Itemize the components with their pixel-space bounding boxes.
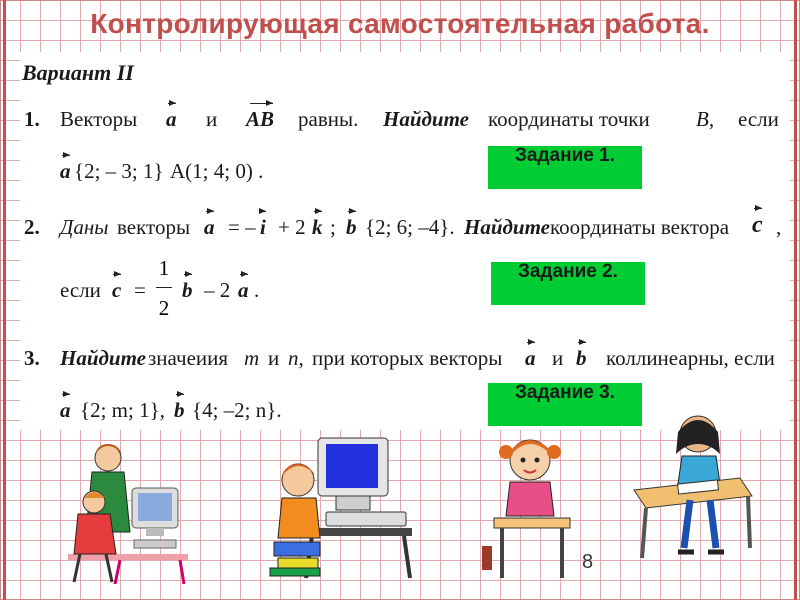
task1-and: и — [206, 107, 218, 131]
fraction-bar — [156, 287, 172, 288]
task3-button[interactable]: Задание 3. — [488, 383, 642, 426]
task1-point-a: A(1; 4; 0) . — [170, 159, 264, 183]
task2-vector-b-2: b — [182, 278, 193, 302]
task2-button[interactable]: Задание 2. — [491, 262, 645, 305]
task1-coords-of-point: координаты точки — [488, 107, 650, 131]
task2-period: . — [254, 278, 260, 302]
task1-find: Найдите — [383, 107, 469, 131]
task1-vector-a-2: a — [60, 159, 71, 183]
boy-at-computer-illustration — [268, 432, 418, 582]
task2-vector-k: k — [312, 215, 323, 239]
task2-vector-b: b — [346, 215, 357, 239]
slide-title: Контролирующая самостоятельная работа. — [90, 8, 710, 39]
task3-collinear-if: коллинеарны, если — [606, 346, 775, 370]
girl-writing-at-desk-illustration — [632, 408, 757, 578]
task2-word-vectors: векторы — [117, 215, 191, 239]
task3-vector-a: a — [525, 346, 536, 370]
task3-values: значеиия — [148, 346, 229, 370]
task3-and-2: и — [552, 346, 564, 370]
task3-find: Найдите — [60, 346, 146, 370]
task2-find: Найдите — [464, 215, 550, 239]
task3-number: 3. — [24, 346, 40, 370]
task3-a-coordinates: {2; m; 1}, — [80, 398, 165, 422]
task2-comma: , — [776, 215, 782, 239]
girl-at-desk-illustration — [482, 430, 582, 582]
task1-if: если — [738, 107, 779, 131]
task3-vector-a-2: a — [60, 398, 71, 422]
task2-if: если — [60, 278, 101, 302]
task2-semicolon: ; — [330, 215, 336, 239]
task2-vector-c-2: c — [112, 278, 122, 302]
variant-heading: Вариант II — [22, 60, 134, 85]
task3-vector-b: b — [576, 346, 587, 370]
task2-vector-a: a — [204, 215, 215, 239]
fraction-numerator: 1 — [158, 256, 170, 280]
task3-b-coordinates: {4; –2; n}. — [192, 398, 282, 422]
task2-plus-2: + 2 — [278, 215, 306, 239]
page-number: 8 — [582, 551, 594, 573]
teacher-and-student-at-computer-illustration — [60, 436, 190, 586]
task3-which-vectors: при которых векторы — [312, 346, 503, 370]
left-border-line — [3, 0, 6, 600]
task1-point-b: B, — [696, 107, 715, 131]
task2-vector-c: c — [752, 212, 763, 238]
task1-vector-a: a — [166, 107, 177, 131]
task1-button[interactable]: Задание 1. — [488, 146, 642, 189]
task1-a-coordinates: {2; – 3; 1} — [74, 159, 164, 183]
right-border-line — [794, 0, 797, 600]
task3-m: m — [244, 346, 260, 370]
fraction-denominator: 2 — [158, 296, 170, 320]
task3-n: n, — [288, 346, 304, 370]
task1-number: 1. — [24, 107, 40, 131]
task-sheet — [20, 52, 790, 430]
task2-b-coordinates: {2; 6; –4}. — [365, 215, 455, 239]
task1-word-vectors: Векторы — [60, 107, 138, 131]
task2-vector-i: i — [260, 215, 266, 239]
task2-number: 2. — [24, 215, 40, 239]
task2-vector-a-2: a — [238, 278, 249, 302]
task3-and: и — [268, 346, 280, 370]
task3-vector-b-2: b — [174, 398, 185, 422]
task1-vector-ab: AB — [246, 107, 275, 131]
task2-eq-minus: = – — [228, 215, 256, 239]
task2-coords-of-vector: координаты вектора — [550, 215, 730, 239]
task1-equal: равны. — [298, 107, 359, 131]
task2-minus-2: – 2 — [204, 278, 231, 302]
task2-given: Даны — [60, 215, 109, 239]
task2-equals: = — [134, 278, 146, 302]
